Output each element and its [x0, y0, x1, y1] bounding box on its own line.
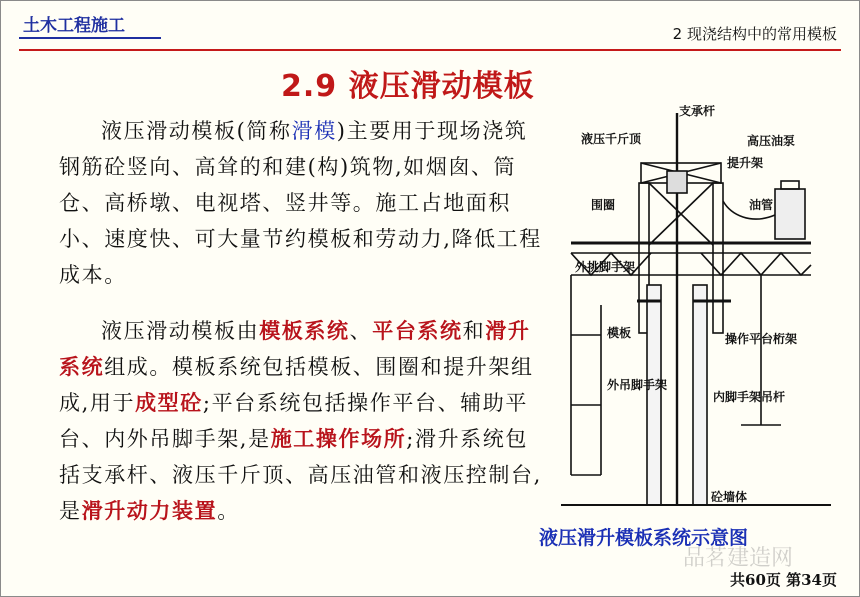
wall-left-face: [647, 285, 661, 505]
paragraph-intro: [59, 113, 543, 293]
chapter-title: 2 现浇结构中的常用模板: [672, 25, 837, 43]
highlight-term: 施工操作场所: [270, 426, 407, 451]
page-counter: 共60页 第34页: [730, 571, 837, 589]
label-pump: 高压油泵: [747, 134, 796, 148]
label-platform-truss: 操作平台桁架: [725, 332, 798, 346]
highlight-term: 模板系统: [259, 318, 350, 343]
label-support-rod: 支承杆: [679, 105, 716, 118]
highlight-term: 滑模: [291, 119, 337, 143]
text-run: 、: [349, 319, 373, 343]
lift-frame-right-column: [713, 183, 723, 333]
text-run: 。: [217, 499, 240, 523]
label-oil-pipe: 油管: [749, 198, 774, 212]
paragraph-components: [59, 313, 543, 529]
diagram-caption: 液压滑升模板系统示意图: [539, 527, 749, 549]
label-ring: 围圈: [591, 198, 616, 212]
watermark: 品茗建造网: [683, 546, 794, 571]
label-outer-scaffold: 外挑脚手架: [575, 260, 636, 274]
diagram-labels: [575, 105, 797, 504]
text-run: 液压滑动模板由: [101, 319, 260, 343]
jack-body: [667, 171, 687, 193]
label-formwork: 模板: [607, 326, 632, 340]
label-lift-frame: 提升架: [727, 156, 764, 170]
text-run: 组成。模板系统包括模板、围圈和提升架组成,用于: [59, 355, 534, 415]
body-text: [59, 113, 543, 529]
label-inner-hanger: 内脚手架吊杆: [713, 390, 786, 404]
text-run: 和: [462, 319, 486, 343]
text-run: ;平台系统包括操作平台、辅助平台、内外吊脚手架,是: [59, 391, 528, 451]
course-title-underline: [19, 37, 161, 39]
label-wall: 砼墙体: [711, 490, 748, 504]
highlight-term: 滑升动力装置: [81, 498, 218, 523]
header-divider: [19, 49, 841, 51]
slide-title: 2.9 液压滑动模板: [281, 69, 535, 104]
course-title: 土木工程施工: [23, 16, 125, 36]
pump-body: [775, 189, 805, 239]
highlight-term: 成型砼: [135, 390, 203, 415]
slipform-diagram: [561, 105, 831, 525]
label-outer-hanging: 外吊脚手架: [607, 378, 668, 392]
wall-right-face: [693, 285, 707, 505]
platform-truss-right: [701, 253, 811, 275]
text-run: ;滑升系统包括支承杆、液压千斤顶、高压油管和液压控制台,是: [59, 427, 542, 523]
text-run: 液压滑动模板(简称: [101, 119, 292, 143]
text-run: )主要用于现场浇筑钢筋砼竖向、高耸的和建(构)筑物,如烟囱、筒仓、高桥墩、电视塔、竖井等。施工占地面积小、速度快、可大量节约模板和劳动力,降低工程成本。: [59, 119, 542, 287]
label-jack: 液压千斤顶: [581, 132, 642, 146]
highlight-term: 滑升系统: [59, 318, 531, 379]
highlight-term: 平台系统: [372, 318, 463, 343]
